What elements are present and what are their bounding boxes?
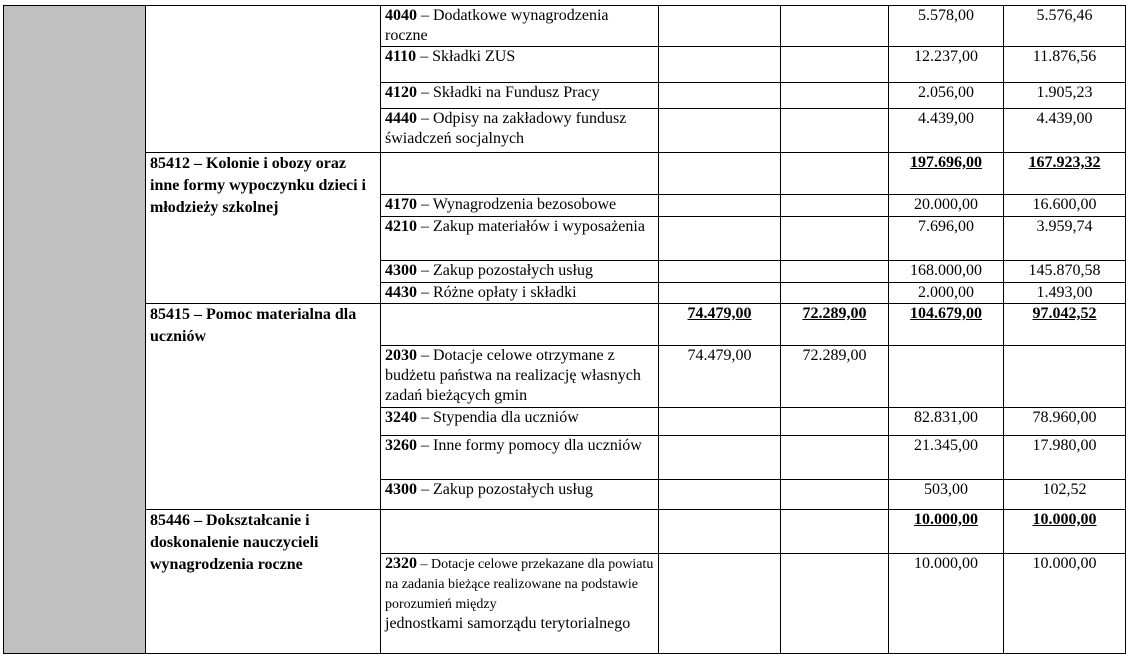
exec-value: 17.980,00 <box>1004 436 1126 480</box>
item-label-large: jednostkami samorządu terytorialnego <box>385 615 631 632</box>
item-code: 4120 <box>385 84 417 101</box>
plan-value: 168.000,00 <box>889 261 1004 283</box>
item-code: 4300 <box>385 262 417 279</box>
chapter-row <box>4 304 1126 346</box>
item-label: Stypendia dla uczniów <box>433 409 579 426</box>
item-label: Zakup materiałów i wyposażenia <box>433 218 645 235</box>
item-code: 4170 <box>385 196 417 213</box>
item-cell: 2030 – Dotacje celowe otrzymane z budżetu państwa na realizację własnych zadań bieżących gmin <box>381 346 659 408</box>
item-cell: 4040 – Dodatkowe wynagrodzenia roczne <box>381 6 659 47</box>
exec-value: 1.493,00 <box>1004 283 1126 304</box>
plan-value: 21.345,00 <box>889 436 1004 480</box>
exec-value: 78.960,00 <box>1004 408 1126 436</box>
exec-value: 10.000,00 <box>1004 554 1126 654</box>
item-cell: 4300 – Zakup pozostałych usług <box>381 261 659 283</box>
chapter-plan-total: 197.696,00 <box>889 153 1004 195</box>
exec-value: 3.959,74 <box>1004 217 1126 261</box>
item-label-small: Dotacje celowe przekazane dla powiatu na zadania bieżące realizowane na podstawie porozumień między <box>385 557 654 612</box>
chapter-row <box>4 510 1126 554</box>
item-code: 3260 <box>385 437 417 454</box>
item-label: Odpisy na zakładowy fundusz świadczeń socjalnych <box>385 110 627 147</box>
plan-value: 503,00 <box>889 480 1004 510</box>
item-code: 4210 <box>385 218 417 235</box>
item-cell: 2320 – Dotacje celowe przekazane dla powiatu na zadania bieżące realizowane na podstawie porozumień między jednostkami samorządu terytorialnego <box>381 554 659 654</box>
chapter-exec-subsidy: 72.289,00 <box>781 304 889 346</box>
item-code: 4300 <box>385 481 417 498</box>
chapter-name: 85412 – Kolonie i obozy oraz inne formy wypoczynku dzieci i młodzieży szkolnej <box>146 153 381 304</box>
item-code: 4110 <box>385 48 417 65</box>
chapter-exec-total: 167.923,32 <box>1004 153 1126 195</box>
plan-subsidy-value: 74.479,00 <box>659 346 781 408</box>
item-code: 4440 <box>385 110 417 127</box>
item-label: Dotacje celowe otrzymane z budżetu państwa na realizację własnych zadań bieżących gmin <box>385 347 641 404</box>
item-cell: 3260 – Inne formy pomocy dla uczniów <box>381 436 659 480</box>
item-code: 2320 <box>385 555 417 572</box>
item-label: Wynagrodzenia bezosobowe <box>432 196 617 213</box>
exec-value: 4.439,00 <box>1004 109 1126 153</box>
item-code: 4430 <box>385 284 417 301</box>
item-cell: 4300 – Zakup pozostałych usług <box>381 480 659 510</box>
item-label: Różne opłaty i składki <box>433 284 577 301</box>
chapter-exec-total: 97.042,52 <box>1004 304 1126 346</box>
plan-value: 10.000,00 <box>889 554 1004 654</box>
plan-value: 4.439,00 <box>889 109 1004 153</box>
item-cell: 3240 – Stypendia dla uczniów <box>381 408 659 436</box>
plan-value: 5.578,00 <box>889 6 1004 47</box>
budget-table <box>3 5 1126 654</box>
chapter-plan-total: 10.000,00 <box>889 510 1004 554</box>
plan-value: 7.696,00 <box>889 217 1004 261</box>
item-cell: 4110 – Składki ZUS <box>381 47 659 83</box>
item-cell: 4120 – Składki na Fundusz Pracy <box>381 83 659 109</box>
item-label: Składki na Fundusz Pracy <box>433 84 600 101</box>
chapter-name: 85415 – Pomoc materialna dla uczniów <box>146 304 381 510</box>
exec-value: 1.905,23 <box>1004 83 1126 109</box>
item-code: 3240 <box>385 409 417 426</box>
exec-value: 11.876,56 <box>1004 47 1126 83</box>
exec-value: 16.600,00 <box>1004 195 1126 217</box>
item-cell: 4210 – Zakup materiałów i wyposażenia <box>381 217 659 261</box>
item-label: Inne formy pomocy dla uczniów <box>433 437 642 454</box>
chapter-exec-total: 10.000,00 <box>1004 510 1126 554</box>
exec-value: 145.870,58 <box>1004 261 1126 283</box>
table-row <box>4 6 1126 47</box>
item-label: Składki ZUS <box>432 48 516 65</box>
item-cell: 4440 – Odpisy na zakładowy fundusz świadczeń socjalnych <box>381 109 659 153</box>
chapter-row <box>4 153 1126 195</box>
plan-value: 2.056,00 <box>889 83 1004 109</box>
item-cell: 4430 – Różne opłaty i składki <box>381 283 659 304</box>
plan-value: 20.000,00 <box>889 195 1004 217</box>
item-label: Dodatkowe wynagrodzenia roczne <box>385 7 609 44</box>
exec-subsidy-value: 72.289,00 <box>781 346 889 408</box>
plan-value: 82.831,00 <box>889 408 1004 436</box>
chapter-plan-subsidy: 74.479,00 <box>659 304 781 346</box>
item-label: Zakup pozostałych usług <box>433 481 593 498</box>
chapter-name: 85446 – Dokształcanie i doskonalenie nauczycieli wynagrodzenia roczne <box>146 510 381 654</box>
exec-value: 5.576,46 <box>1004 6 1126 47</box>
item-cell: 4170 – Wynagrodzenia bezosobowe <box>381 195 659 217</box>
item-code: 4040 <box>385 7 417 24</box>
chapter-plan-total: 104.679,00 <box>889 304 1004 346</box>
plan-value: 12.237,00 <box>889 47 1004 83</box>
exec-value: 102,52 <box>1004 480 1126 510</box>
section-margin <box>4 6 146 654</box>
item-label: Zakup pozostałych usług <box>433 262 593 279</box>
plan-value: 2.000,00 <box>889 283 1004 304</box>
item-code: 2030 <box>385 347 417 364</box>
chapter-cell-empty <box>146 6 381 153</box>
